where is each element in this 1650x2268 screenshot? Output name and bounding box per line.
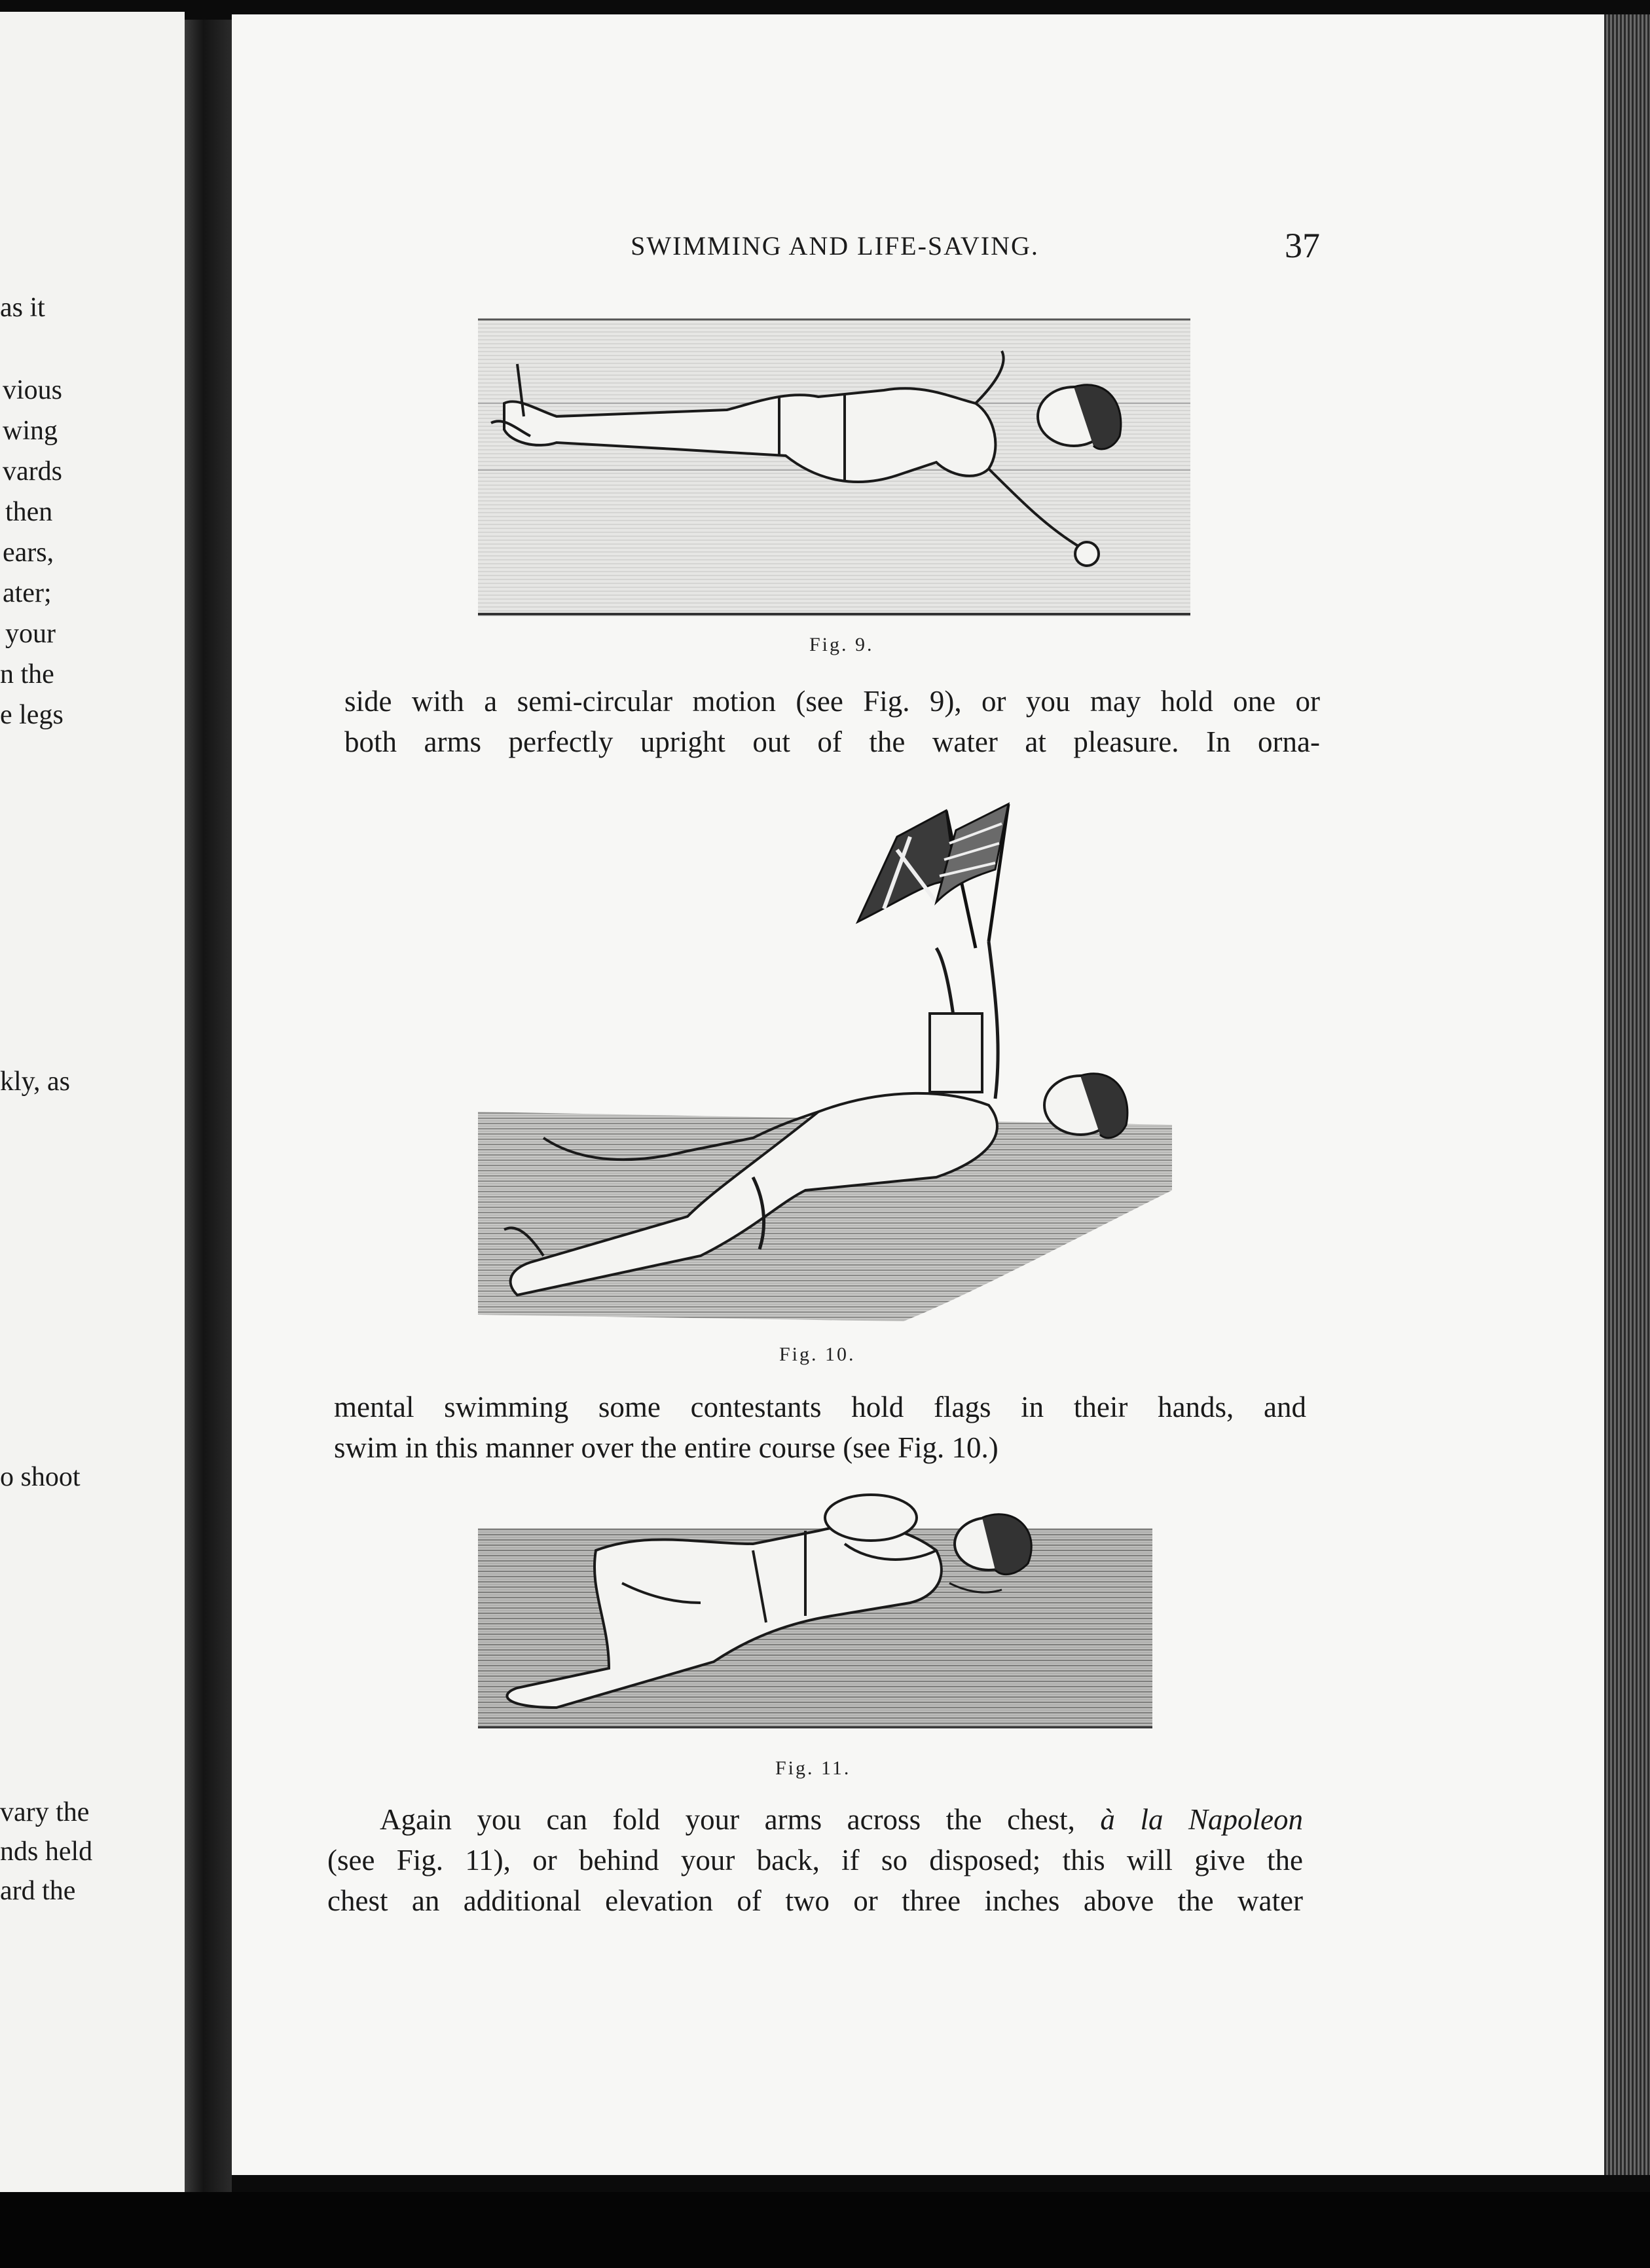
italic-phrase: à la Napoleon [1100,1803,1303,1836]
figure-11-illustration [478,1491,1152,1728]
fragment: vious [3,375,63,405]
page-edge [1604,14,1650,2175]
previous-page-text [0,0,185,2180]
figure-10-caption: Fig. 10. [779,1344,856,1365]
fragment: your [5,619,56,649]
page-number: 37 [1285,226,1320,265]
fragment: then [5,497,53,527]
fragment: vards [3,456,62,486]
figure-10-illustration [478,797,1172,1321]
fragment: as it [0,293,45,323]
fragment: n the [0,659,54,689]
fragment: ater; [3,578,52,608]
paragraph-line [327,1799,1303,1840]
fragment: wing [3,416,58,446]
fragment: nds held [0,1837,93,1867]
paragraph-line: (see Fig. 11), or behind your back, if so disposed; this will give the [327,1844,1303,1876]
scan-bottom-strip [0,2192,1650,2268]
paragraph-1 [344,681,1320,762]
paragraph-line: side with a semi-circular motion (see Fig. 9), or you may hold one or [344,685,1320,718]
paragraph-line: mental swimming some contestants hold flags in their hands, and [334,1391,1306,1423]
paragraph-line: swim in this manner over the entire course (see Fig. 10.) [334,1431,999,1464]
paragraph-3 [327,1799,1303,1921]
running-title: SWIMMING AND LIFE-SAVING. [631,231,1039,261]
fragment: kly, as [0,1067,70,1097]
fragment: e legs [0,700,64,730]
paragraph-line: chest an additional elevation of two or three inches above the water [327,1884,1303,1917]
figure-9-illustration [478,318,1190,617]
fragment: ears, [3,538,54,568]
paragraph-2 [334,1387,1306,1468]
text-run: Again you can fold your arms across the chest, [380,1803,1101,1836]
paragraph-line: both arms perfectly upright out of the water at pleasure. In orna- [344,725,1320,758]
fragment: ard the [0,1876,76,1906]
fragment: o shoot [0,1462,81,1492]
fragment: vary the [0,1797,90,1827]
figure-9-caption: Fig. 9. [809,634,874,655]
figure-11-caption: Fig. 11. [775,1757,851,1779]
book-gutter [185,20,232,2192]
